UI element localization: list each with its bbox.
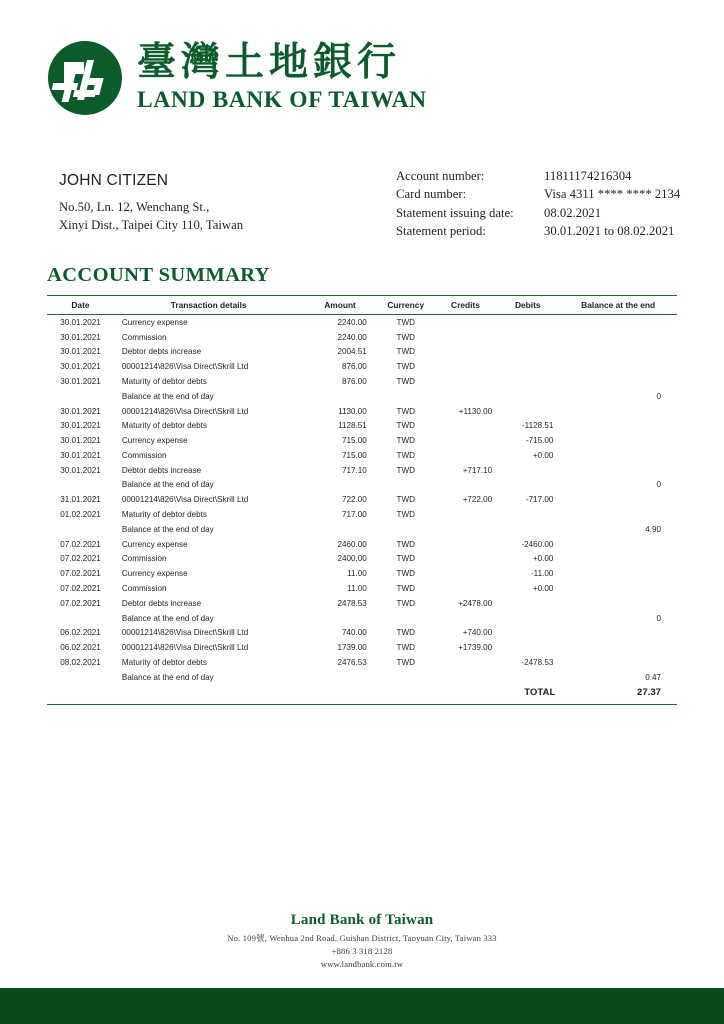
cell-date: 07.02.2021	[60, 598, 101, 608]
cell-amount: 2240.00	[337, 332, 367, 342]
page-title: ACCOUNT SUMMARY	[47, 264, 270, 286]
column-header-amount: Amount	[303, 296, 376, 315]
column-header-balance: Balance at the end	[559, 296, 677, 315]
table-row	[47, 345, 677, 360]
cell-debits: +0.00	[532, 554, 554, 564]
cell-credits	[435, 566, 496, 581]
account-info-label: Account number:	[396, 169, 485, 183]
cell-debits	[496, 330, 559, 345]
customer-block	[59, 172, 389, 234]
account-info-row	[396, 185, 680, 203]
cell-credits	[435, 418, 496, 433]
cell-date: 30.01.2021	[60, 347, 101, 357]
cell-balance	[559, 492, 677, 507]
cell-date: 30.01.2021	[60, 436, 101, 446]
cell-details: Currency expense	[121, 436, 188, 446]
cell-amount	[303, 522, 376, 537]
account-info-table	[396, 167, 680, 240]
table-row	[47, 478, 677, 493]
cell-amount: 1739.00	[337, 643, 367, 653]
cell-currency: TWD	[396, 598, 415, 608]
cell-debits: -2478.53	[521, 657, 554, 667]
table-total-row	[47, 685, 677, 702]
bank-name-english: LAND BANK OF TAIWAN	[137, 86, 427, 113]
table-row	[47, 330, 677, 345]
table-row	[47, 655, 677, 670]
table-row	[47, 492, 677, 507]
column-header-date: Date	[47, 296, 114, 315]
cell-credits	[435, 315, 496, 330]
cell-date: 30.01.2021	[60, 377, 101, 387]
table-row	[47, 566, 677, 581]
cell-details: 00001214\826\Visa Direct\Skrill Ltd	[121, 643, 249, 653]
cell-amount: 2400.00	[337, 554, 367, 564]
cell-debits: +0.00	[532, 583, 554, 593]
table-row	[47, 596, 677, 611]
cell-currency: TWD	[396, 421, 415, 431]
cell-currency	[377, 522, 435, 537]
total-row-spacer	[377, 685, 435, 702]
cell-balance	[559, 374, 677, 389]
cell-currency: TWD	[396, 569, 415, 579]
bank-name-block	[137, 39, 427, 114]
cell-balance	[559, 566, 677, 581]
cell-currency: TWD	[396, 317, 415, 327]
cell-amount: 2004.51	[337, 347, 367, 357]
table-body	[47, 315, 677, 702]
cell-details: Currency expense	[121, 569, 188, 579]
cell-details: Balance at the end of day	[121, 391, 214, 401]
table-row	[47, 404, 677, 419]
cell-amount: 722.00	[342, 495, 367, 505]
account-info-block	[396, 167, 680, 240]
table-row	[47, 359, 677, 374]
table-row	[47, 522, 677, 537]
cell-balance: 0.47	[645, 672, 661, 682]
cell-balance	[559, 330, 677, 345]
table-row	[47, 552, 677, 567]
cell-details: Commission	[121, 332, 167, 342]
footer-green-bar	[0, 988, 724, 1024]
cell-details: Maturity of debtor debts	[121, 657, 207, 667]
account-info-row	[396, 167, 680, 185]
cell-balance: 0	[656, 480, 661, 490]
cell-details: 00001214\826\Visa Direct\Skrill Ltd	[121, 406, 249, 416]
account-info-label: Card number:	[396, 187, 467, 202]
cell-date: 07.02.2021	[60, 554, 101, 564]
cell-details: Balance at the end of day	[121, 613, 214, 623]
cell-currency: TWD	[396, 510, 415, 520]
cell-credits	[435, 655, 496, 670]
cell-currency: TWD	[396, 495, 415, 505]
cell-credits	[435, 507, 496, 522]
cell-debits	[496, 463, 559, 478]
cell-currency	[377, 389, 435, 404]
cell-details: Maturity of debtor debts	[121, 377, 207, 387]
page-footer	[0, 912, 724, 971]
cell-credits: +722.00	[462, 495, 493, 505]
cell-date: 06.02.2021	[60, 643, 101, 653]
cell-currency	[377, 478, 435, 493]
account-info-value: 11811174216304	[544, 169, 632, 183]
cell-debits	[496, 404, 559, 419]
footer-phone: +886 3 318 2128	[331, 945, 393, 956]
cell-amount	[303, 611, 376, 626]
table-header-row	[47, 296, 677, 315]
cell-credits	[435, 611, 496, 626]
cell-details: Maturity of debtor debts	[121, 421, 207, 431]
cell-currency: TWD	[396, 465, 415, 475]
cell-currency: TWD	[396, 362, 415, 372]
cell-debits	[496, 596, 559, 611]
cell-debits	[496, 625, 559, 640]
cell-date: 07.02.2021	[60, 583, 101, 593]
cell-details: Balance at the end of day	[121, 524, 214, 534]
cell-debits	[496, 611, 559, 626]
cell-date: 30.01.2021	[60, 465, 101, 475]
cell-date: 30.01.2021	[60, 421, 101, 431]
cell-date: 30.01.2021	[60, 317, 101, 327]
cell-currency: TWD	[396, 539, 415, 549]
account-info-row	[396, 222, 680, 240]
cell-credits	[435, 359, 496, 374]
bank-name-chinese: 臺灣土地銀行	[137, 39, 402, 85]
cell-debits	[496, 315, 559, 330]
customer-name: JOHN CITIZEN	[59, 172, 169, 189]
cell-credits	[435, 522, 496, 537]
footer-address: No. 109號, Wenhua 2nd Road, Guishan District, Taoyuan City, Taiwan 333	[227, 933, 497, 943]
table-bottom-rule	[47, 704, 677, 705]
cell-amount: 11.00	[347, 569, 367, 579]
cell-credits: +717.10	[462, 465, 493, 475]
cell-currency	[377, 670, 435, 685]
table-row	[47, 670, 677, 685]
cell-balance: 4.90	[645, 524, 661, 534]
cell-date	[47, 478, 114, 493]
cell-amount	[303, 478, 376, 493]
cell-balance	[559, 552, 677, 567]
cell-credits	[435, 552, 496, 567]
cell-balance	[559, 625, 677, 640]
cell-amount: 717.10	[342, 465, 367, 475]
cell-date: 30.01.2021	[60, 450, 101, 460]
cell-balance	[559, 448, 677, 463]
cell-debits	[496, 478, 559, 493]
cell-date: 30.01.2021	[60, 332, 101, 342]
cell-details: Commission	[121, 554, 167, 564]
cell-details: Balance at the end of day	[121, 480, 214, 490]
cell-date	[47, 670, 114, 685]
cell-debits	[496, 670, 559, 685]
account-info-value: Visa 4311 **** **** 2134	[544, 187, 681, 202]
account-info-label: Statement period:	[396, 223, 486, 238]
cell-balance	[559, 345, 677, 360]
cell-credits	[435, 389, 496, 404]
cell-balance	[559, 315, 677, 330]
table-row	[47, 581, 677, 596]
cell-credits	[435, 345, 496, 360]
cell-date: 30.01.2021	[60, 362, 101, 372]
cell-amount: 2478.53	[337, 598, 367, 608]
cell-debits: -1128.51	[521, 421, 554, 431]
column-header-currency: Currency	[377, 296, 435, 315]
cell-balance	[559, 507, 677, 522]
cell-balance: 0	[656, 391, 661, 401]
cell-credits	[435, 670, 496, 685]
cell-debits	[496, 507, 559, 522]
table-row	[47, 448, 677, 463]
cell-balance	[559, 537, 677, 552]
cell-amount	[303, 389, 376, 404]
cell-date: 30.01.2021	[60, 406, 101, 416]
cell-credits	[435, 448, 496, 463]
cell-amount	[303, 670, 376, 685]
cell-credits	[435, 330, 496, 345]
cell-credits: +740.00	[462, 628, 493, 638]
cell-balance	[559, 581, 677, 596]
customer-address-line-2: Xinyi Dist., Taipei City 110, Taiwan	[59, 217, 244, 232]
cell-currency: TWD	[396, 347, 415, 357]
cell-currency: TWD	[396, 377, 415, 387]
cell-details: Debtor debts increase	[121, 347, 202, 357]
cell-date: 08.02.2021	[60, 657, 101, 667]
column-header-credits: Credits	[435, 296, 496, 315]
table-row	[47, 389, 677, 404]
cell-credits	[435, 478, 496, 493]
table-row	[47, 640, 677, 655]
cell-credits	[435, 537, 496, 552]
total-label: TOTAL	[524, 687, 556, 699]
table-row	[47, 625, 677, 640]
cell-credits: +1739.00	[458, 643, 493, 653]
transactions-table-wrapper	[47, 295, 677, 705]
cell-amount: 2460.00	[337, 539, 367, 549]
cell-balance	[559, 404, 677, 419]
cell-debits	[496, 640, 559, 655]
total-value: 27.37	[636, 687, 661, 699]
cell-currency: TWD	[396, 628, 415, 638]
customer-address	[59, 199, 389, 234]
column-header-details: Transaction details	[114, 296, 303, 315]
cell-details: Balance at the end of day	[121, 672, 214, 682]
cell-debits	[496, 345, 559, 360]
cell-details: Currency expense	[121, 317, 188, 327]
cell-date: 06.02.2021	[60, 628, 101, 638]
cell-balance	[559, 640, 677, 655]
cell-debits	[496, 359, 559, 374]
cell-amount: 740.00	[342, 628, 367, 638]
cell-currency: TWD	[396, 450, 415, 460]
table-head	[47, 296, 677, 315]
account-info-row	[396, 204, 680, 222]
account-info-value: 08.02.2021	[544, 205, 602, 220]
cell-details: 00001214\826\Visa Direct\Skrill Ltd	[121, 495, 249, 505]
table-row	[47, 315, 677, 330]
cell-currency: TWD	[396, 436, 415, 446]
cell-details: Commission	[121, 450, 167, 460]
cell-amount: 1128.51	[338, 421, 367, 431]
total-row-spacer	[435, 685, 496, 702]
table-row	[47, 537, 677, 552]
cell-currency: TWD	[396, 406, 415, 416]
cell-date	[47, 611, 114, 626]
cell-balance	[559, 433, 677, 448]
cell-date	[47, 389, 114, 404]
cell-credits	[435, 581, 496, 596]
cell-balance	[559, 463, 677, 478]
cell-amount: 11.00	[347, 583, 367, 593]
cell-debits: -717.00	[525, 495, 554, 505]
cell-amount: 876.00	[342, 362, 367, 372]
cell-credits	[435, 374, 496, 389]
cell-currency	[377, 611, 435, 626]
cell-debits: +0.00	[532, 450, 554, 460]
cell-balance	[559, 655, 677, 670]
cell-debits: -2460.00	[521, 539, 554, 549]
cell-balance	[559, 418, 677, 433]
total-row-spacer	[114, 685, 303, 702]
cell-amount: 715.00	[342, 450, 367, 460]
cell-debits: -11.00	[530, 569, 554, 579]
cell-details: Debtor debts increase	[121, 598, 202, 608]
cell-credits: +2478.00	[458, 598, 493, 608]
cell-date: 07.02.2021	[60, 539, 101, 549]
account-info-label: Statement issuing date:	[396, 205, 514, 220]
transactions-table	[47, 295, 677, 701]
table-row	[47, 418, 677, 433]
cell-amount: 2240.00	[337, 317, 367, 327]
cell-amount: 715.00	[342, 436, 367, 446]
account-info-value: 30.01.2021 to 08.02.2021	[544, 223, 675, 238]
cell-date: 31.01.2021	[60, 495, 101, 505]
table-row	[47, 374, 677, 389]
table-row	[47, 463, 677, 478]
cell-amount: 876.00	[342, 377, 367, 387]
cell-debits	[496, 389, 559, 404]
cell-currency: TWD	[396, 583, 415, 593]
footer-website[interactable]: www.landbank.com.tw	[320, 958, 404, 969]
cell-details: 00001214\826\Visa Direct\Skrill Ltd	[121, 628, 249, 638]
cell-date	[47, 522, 114, 537]
bank-logo-block	[47, 40, 427, 116]
cell-details: Commission	[121, 583, 167, 593]
total-row-spacer	[47, 685, 114, 702]
cell-currency: TWD	[396, 657, 415, 667]
cell-debits	[496, 374, 559, 389]
cell-currency: TWD	[396, 643, 415, 653]
table-row	[47, 611, 677, 626]
cell-amount: 2476.53	[337, 657, 367, 667]
cell-date: 01.02.2021	[60, 510, 101, 520]
footer-bank-name: Land Bank of Taiwan	[290, 912, 434, 928]
cell-amount: 1130.00	[338, 406, 367, 416]
table-row	[47, 507, 677, 522]
cell-currency: TWD	[396, 554, 415, 564]
cell-debits: -715.00	[525, 436, 554, 446]
cell-balance: 0	[656, 613, 661, 623]
cell-details: Maturity of debtor debts	[121, 510, 207, 520]
cell-balance	[559, 596, 677, 611]
cell-details: Currency expense	[121, 539, 188, 549]
customer-address-line-1: No.50, Ln. 12, Wenchang St.,	[59, 200, 210, 214]
table-row	[47, 433, 677, 448]
cell-credits: +1130.00	[458, 406, 493, 416]
cell-date: 07.02.2021	[60, 569, 101, 579]
cell-debits	[496, 522, 559, 537]
cell-balance	[559, 359, 677, 374]
column-header-debits: Debits	[496, 296, 559, 315]
cell-currency: TWD	[396, 332, 415, 342]
cell-credits	[435, 433, 496, 448]
total-row-spacer	[303, 685, 376, 702]
land-bank-circle-logo-icon	[47, 40, 123, 116]
cell-details: Debtor debts increase	[121, 465, 202, 475]
cell-amount: 717.00	[342, 510, 367, 520]
cell-details: 00001214\826\Visa Direct\Skrill Ltd	[121, 362, 249, 372]
